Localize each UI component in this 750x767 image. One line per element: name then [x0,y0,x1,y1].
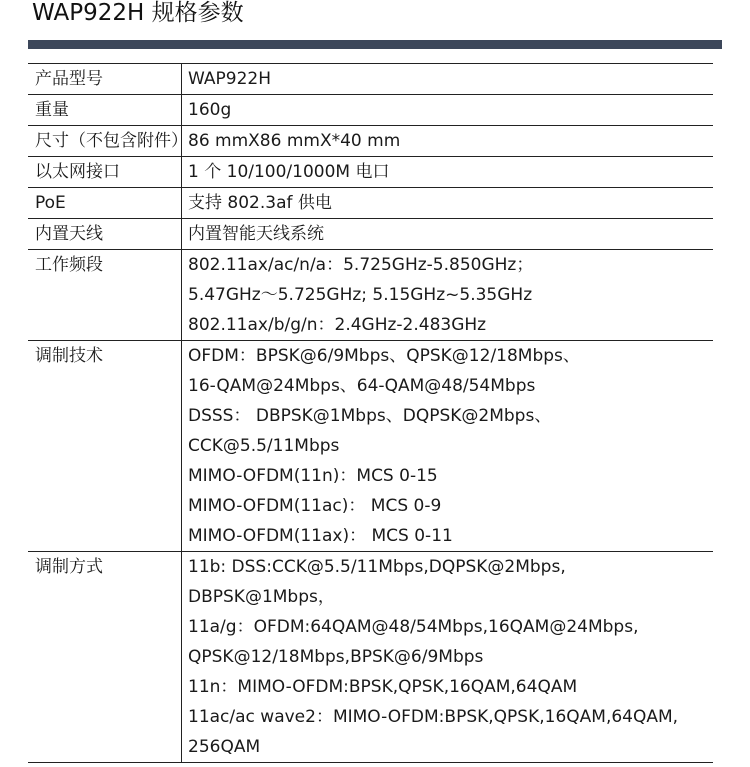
spec-value-line: WAP922H [188,69,271,89]
spec-key: 调制技术 [28,341,182,552]
spec-value-line: 11b: DSS:CCK@5.5/11Mbps,DQPSK@2Mbps, [188,557,566,577]
spec-value-line: MIMO-OFDM(11ac)： MCS 0-9 [188,496,442,516]
spec-value-line: QPSK@12/18Mbps,BPSK@6/9Mbps [188,647,484,667]
spec-value-line: 支持 802.3af 供电 [188,193,332,213]
spec-value-line: MIMO-OFDM(11n)：MCS 0-15 [188,466,438,486]
spec-key: 调制方式 [28,552,182,763]
spec-row [28,552,713,763]
spec-value [182,64,714,95]
spec-value-line: 802.11ax/b/g/n：2.4GHz-2.483GHz [188,315,487,335]
spec-row [28,250,713,341]
spec-key: 重量 [28,95,182,126]
spec-value [182,219,714,250]
spec-table [28,63,713,763]
spec-value-line: 256QAM [188,737,261,757]
spec-value [182,250,714,341]
spec-row [28,95,713,126]
spec-row [28,157,713,188]
spec-value [182,126,714,157]
spec-key: 产品型号 [28,64,182,95]
spec-value-line: 86 mmX86 mmX*40 mm [188,131,401,151]
spec-value-line: 11n：MIMO-OFDM:BPSK,QPSK,16QAM,64QAM [188,677,578,697]
spec-table-body [28,64,713,763]
spec-value [182,552,714,763]
page-title: WAP922H 规格参数 [32,0,244,26]
spec-value-line: 5.47GHz～5.725GHz; 5.15GHz~5.35GHz [188,285,533,305]
spec-value-line: OFDM：BPSK@6/9Mbps、QPSK@12/18Mbps、 [188,346,580,366]
title-underline-bar [28,40,722,49]
spec-row [28,188,713,219]
spec-key: 尺寸（不包含附件） [28,126,182,157]
spec-key: 内置天线 [28,219,182,250]
spec-value-line: 11a/g：OFDM:64QAM@48/54Mbps,16QAM@24Mbps, [188,617,639,637]
spec-value-line: 160g [188,100,232,120]
spec-key: 工作频段 [28,250,182,341]
spec-value-line: 内置智能天线系统 [188,224,324,244]
spec-value-line: MIMO-OFDM(11ax)： MCS 0-11 [188,526,453,546]
spec-key: 以太网接口 [28,157,182,188]
spec-value-line: 11ac/ac wave2：MIMO-OFDM:BPSK,QPSK,16QAM,64QAM, [188,707,679,727]
spec-value-line: DBPSK@1Mbps， [188,587,335,607]
spec-value-line: 802.11ax/ac/n/a：5.725GHz-5.850GHz； [188,255,534,275]
spec-value-line: 1 个 10/100/1000M 电口 [188,162,390,182]
spec-value [182,95,714,126]
spec-row [28,64,713,95]
spec-row [28,341,713,552]
spec-value-line: DSSS： DBPSK@1Mbps、DQPSK@2Mbps、 [188,406,552,426]
spec-key: PoE [28,188,182,219]
spec-value [182,157,714,188]
spec-value [182,188,714,219]
spec-value-line: 16-QAM@24Mbps、64-QAM@48/54Mbps [188,376,536,396]
spec-value [182,341,714,552]
spec-row [28,219,713,250]
spec-value-line: CCK@5.5/11Mbps [188,436,340,456]
spec-row [28,126,713,157]
